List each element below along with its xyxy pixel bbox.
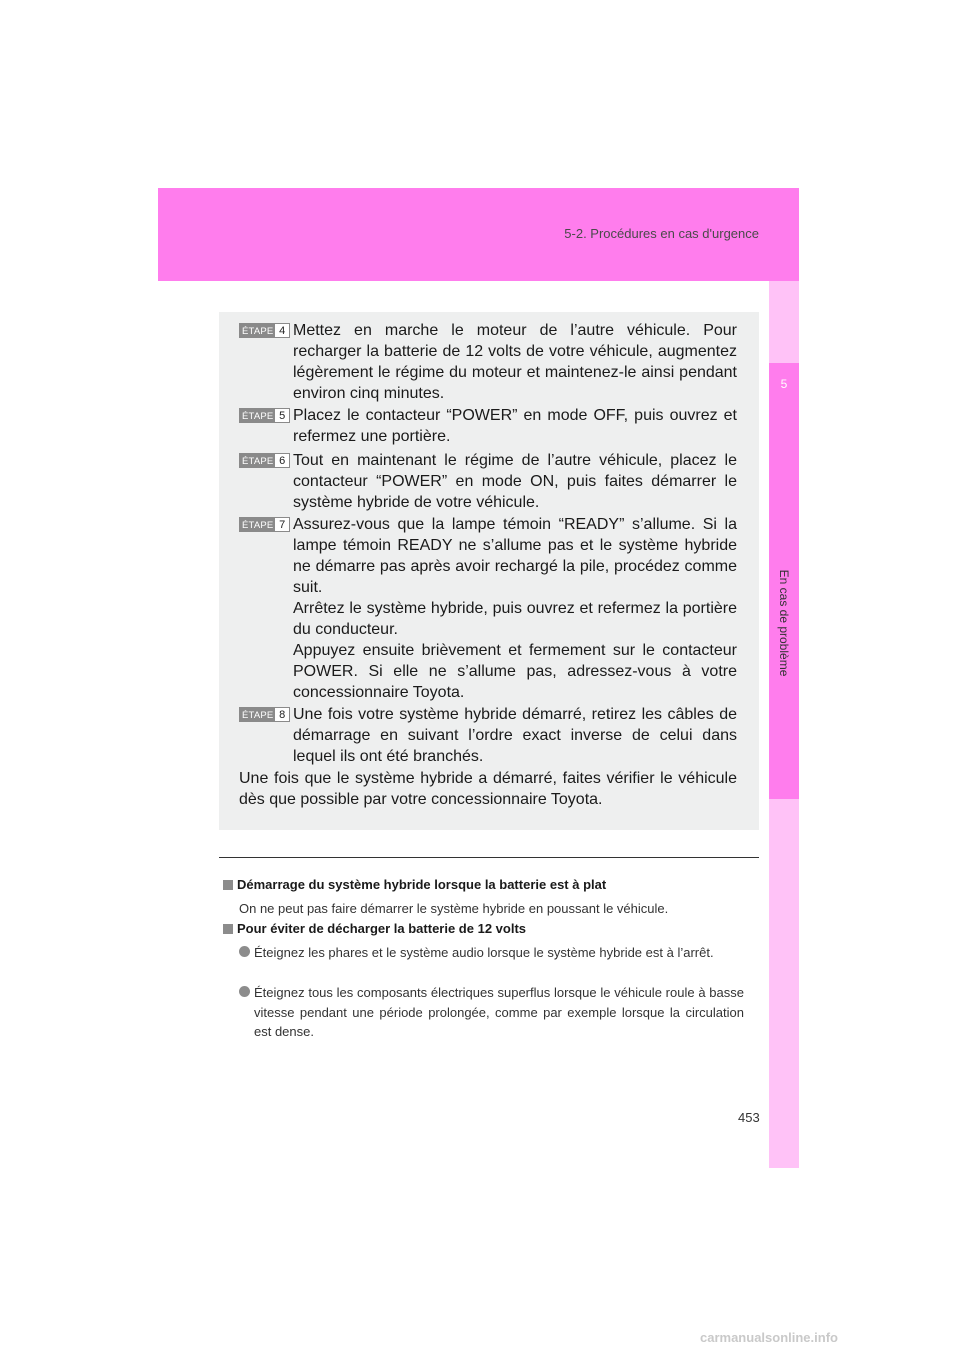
watermark: carmanualsonline.info [700, 1330, 838, 1345]
step-5 [239, 405, 737, 447]
step-text: Assurez-vous que la lampe témoin “READY” s’allume. Si la lampe témoin READY ne s’allume pas et le système hybride ne démarre pas après avoir rechargé la pile, procédez comme suit. [293, 516, 737, 596]
step-7 [239, 514, 737, 703]
side-tab [769, 281, 799, 1168]
note-heading-2: Pour éviter de décharger la batterie de 12 volts [223, 921, 526, 936]
step-badge: ÉTAPE 6 [239, 453, 290, 468]
circle-bullet-icon [239, 946, 250, 957]
step-6 [239, 450, 737, 513]
square-bullet-icon [223, 880, 233, 890]
step-8 [239, 704, 737, 767]
step-text: Placez le contacteur “POWER” en mode OFF, puis ouvrez et refermez une portière. [293, 407, 737, 445]
chapter-label: En cas de problème [777, 569, 791, 677]
step-badge: ÉTAPE 5 [239, 408, 290, 423]
step-badge: ÉTAPE 4 [239, 323, 290, 338]
step-text: Mettez en marche le moteur de l’autre véhicule. Pour recharger la batterie de 12 volts de votre véhicule, augmentez légèrement le régime du moteur et maintenez-le ainsi pendant environ cinq minutes. [293, 322, 737, 402]
box-footer-text: Une fois que le système hybride a démarré, faites vérifier le véhicule dès que possible par votre concessionnaire Toyota. [239, 770, 737, 808]
note-text-1: On ne peut pas faire démarrer le système hybride en poussant le véhicule. [239, 901, 669, 916]
note-heading-1: Démarrage du système hybride lorsque la batterie est à plat [223, 877, 606, 892]
header-band [158, 188, 799, 281]
step-text-continued: Arrêtez le système hybride, puis ouvrez et refermez la portière du conducteur. [293, 600, 737, 638]
page-number: 453 [738, 1110, 760, 1125]
side-tab-active-chapter [769, 363, 799, 799]
section-title: 5-2. Procédures en cas d'urgence [564, 226, 759, 241]
step-text-continued: Appuyez ensuite brièvement et fermement sur le contacteur POWER. Si elle ne s’allume pas, adressez-vous à votre concessionnaire Toyota. [293, 642, 737, 701]
section-divider [219, 857, 759, 858]
step-text: Tout en maintenant le régime de l’autre véhicule, placez le contacteur “POWER” en mode ON, puis faites démarrer le système hybride de votre véhicule. [293, 452, 737, 511]
note-bullet-2: Éteignez tous les composants électriques superflus lorsque le véhicule roule à basse vitesse pendant une période prolongée, comme par exemple lorsque la circulation est dense. [239, 983, 744, 1042]
step-badge: ÉTAPE 8 [239, 707, 290, 722]
chapter-number: 5 [780, 377, 788, 391]
note-bullet-1: Éteignez les phares et le système audio lorsque le système hybride est à l’arrêt. [239, 943, 744, 963]
step-text: Une fois votre système hybride démarré, retirez les câbles de démarrage en suivant l’ordre exact inverse de celui dans lequel ils ont été branchés. [293, 706, 737, 765]
step-badge: ÉTAPE 7 [239, 517, 290, 532]
step-4 [239, 320, 737, 404]
circle-bullet-icon [239, 986, 250, 997]
square-bullet-icon [223, 924, 233, 934]
